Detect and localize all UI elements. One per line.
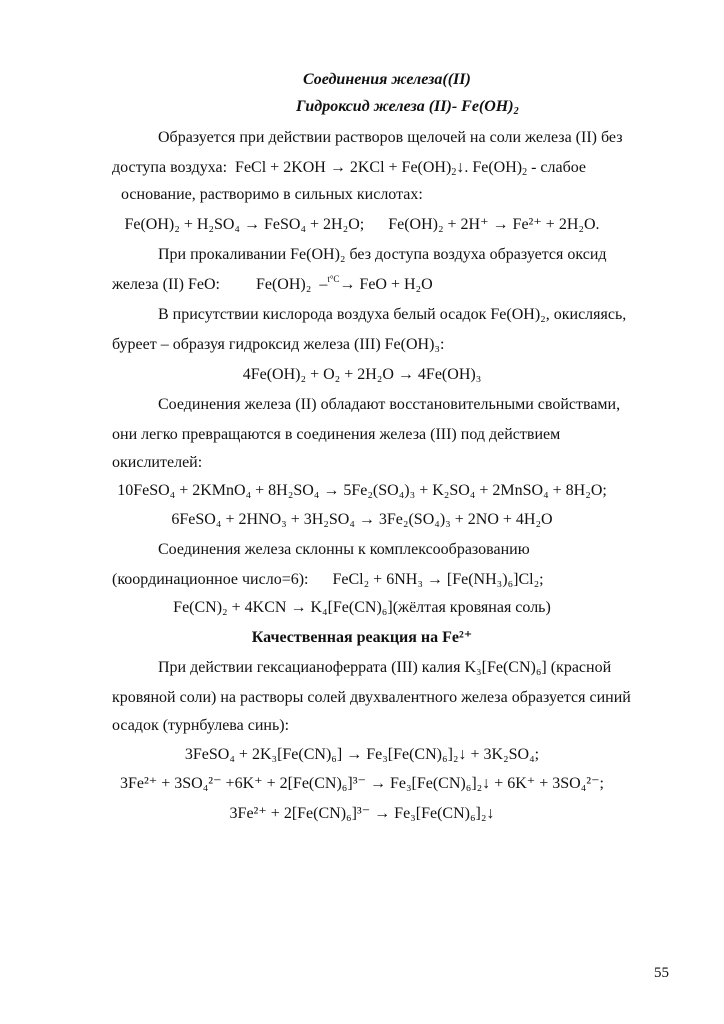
- paragraph-line: они легко превращаются в соединения железа (III) под действием: [112, 426, 561, 443]
- equation-sub: 2: [451, 167, 457, 178]
- subsection-title-text: Гидроксид железа (II)- Fe(OH): [296, 98, 514, 115]
- paragraph-line: Образуется при действии растворов щелочей на соли железа (II) без: [158, 129, 623, 146]
- paragraph-line: В присутствии кислорода воздуха белый осадок Fe(OH)₂, окисляясь,: [158, 306, 627, 323]
- equation: 10FeSO₄ + 2KMnO₄ + 8H₂SO₄ → 5Fe₂(SO₄)₃ + K₂SO₄ + 2MnSO₄ + 8H₂O;: [117, 482, 607, 499]
- equation: Fe(CN)₂ + 4KCN → K₄[Fe(CN)₆](жёлтая кровяная соль): [173, 599, 551, 616]
- paragraph-line: Соединения железа склонны к комплексообразованию: [158, 541, 530, 558]
- paragraph-line: [112, 570, 544, 590]
- paragraph-line: При прокаливании Fe(OH)₂ без доступа воздуха образуется оксид: [158, 246, 607, 263]
- paragraph-line: окислителей:: [112, 454, 203, 471]
- equation: 6FeSO₄ + 2HNO₃ + 3H₂SO₄ → 3Fe₂(SO₄)₃ + 2NO + 4H₂O: [171, 511, 553, 528]
- equation: Fe(OH)₂ + H₂SO₄ → FeSO₄ + 2H₂O; Fe(OH)₂ + 2H⁺ → Fe²⁺ + 2H₂O.: [124, 216, 600, 233]
- paragraph-line: [112, 275, 433, 295]
- paragraph-text: железа (II) FeO:: [112, 276, 220, 293]
- equation: 3Fe²⁺ + 3SO₄²⁻ +6K⁺ + 2[Fe(CN)₆]³⁻ → Fe₃[Fe(CN)₆]₂↓ + 6K⁺ + 3SO₄²⁻;: [120, 775, 604, 792]
- inline-equation: Fe(OH)₂ –: [255, 276, 328, 293]
- paragraph-line: осадок (турнбулева синь):: [112, 717, 290, 734]
- inline-equation: . Fe(OH): [464, 159, 523, 176]
- paragraph-line: [112, 158, 586, 178]
- equation: 3FeSO₄ + 2K₃[Fe(CN)₆] → Fe₃[Fe(CN)₆]₂↓ + 3K₂SO₄;: [184, 746, 540, 763]
- equation: 4Fe(OH)₂ + O₂ + 2H₂O → 4Fe(OH)₃: [242, 366, 482, 383]
- equation-sub: 2: [522, 167, 528, 178]
- subsection-title: [296, 97, 519, 117]
- paragraph-line: Соединения железа (II) обладают восстановительными свойствами,: [158, 396, 621, 413]
- paragraph-line: При действии гексацианоферрата (III) калия K₃[Fe(CN)₆] (красной: [158, 659, 612, 676]
- paragraph-line: буреет – образуя гидроксид железа (III) Fe(OH)₃:: [112, 336, 445, 353]
- paragraph-text: (координационное число=6):: [112, 571, 309, 588]
- equation: 3Fe²⁺ + 2[Fe(CN)₆]³⁻ → Fe₃[Fe(CN)₆]₂↓: [229, 805, 495, 822]
- inline-equation: FeCl + 2KOH → 2KCl + Fe(OH): [235, 159, 452, 176]
- subsection-title-sub: 2: [513, 106, 519, 117]
- inline-equation: FeCl₂ + 6NH₃ → [Fe(NH₃)₆]Cl₂;: [332, 571, 544, 588]
- paragraph-line: основание, растворимо в сильных кислотах:: [121, 186, 423, 203]
- paragraph-text: доступа воздуха:: [112, 159, 228, 176]
- page-number: 55: [654, 965, 669, 981]
- paragraph-text: - слабое: [527, 159, 587, 176]
- section-heading: Качественная реакция на Fe²⁺: [251, 629, 473, 646]
- temperature-label: t°C: [327, 274, 340, 284]
- section-title: Соединения железа((II): [303, 71, 471, 88]
- precipitate-arrow: ↓: [456, 159, 465, 176]
- paragraph-line: кровяной соли) на растворы солей двухвалентного железа образуется синий: [112, 689, 631, 706]
- inline-equation: → FeO + H₂O: [339, 276, 433, 293]
